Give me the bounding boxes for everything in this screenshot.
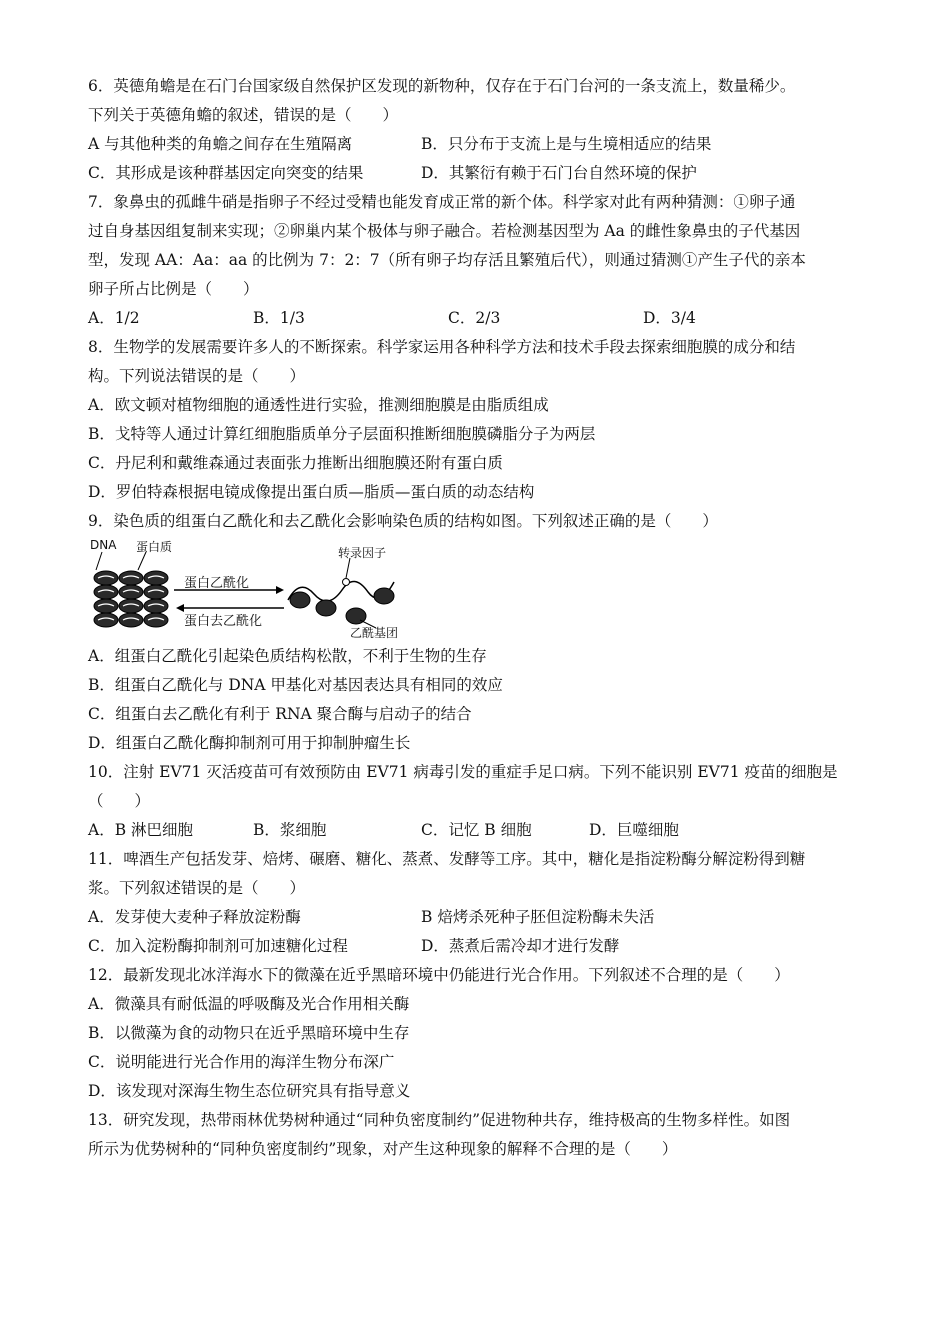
q7-option-d: D．3/4 [643, 309, 696, 327]
q10-option-b: B．浆细胞 [253, 821, 327, 839]
q6-option-d: D．其繁衍有赖于石门台自然环境的保护 [421, 164, 697, 182]
q10-options [88, 816, 868, 845]
deacetylation-arrowhead [176, 604, 184, 612]
label-acetylation: 蛋白乙酰化 [184, 576, 250, 591]
q11-option-b: B 焙烤杀死种子胚但淀粉酶未失活 [421, 908, 655, 926]
q11-option-c: C．加入淀粉酶抑制剂可加速糖化过程 [88, 937, 348, 955]
chromatin-figure [88, 538, 408, 640]
label-dna: DNA [90, 538, 117, 552]
q12-option-c: C．说明能进行光合作用的海洋生物分布深广 [88, 1053, 395, 1071]
q7-stem-line1: 7．象鼻虫的孤雌牛硝是指卵子不经过受精也能发育成正常的新个体。科学家对此有两种猜测：①卵子通 [88, 193, 796, 211]
q12-option-a: A．微藻具有耐低温的呼吸酶及光合作用相关酶 [88, 995, 410, 1013]
q8-stem-line1: 8．生物学的发展需要许多人的不断探索。科学家运用各种科学方法和技术手段去探索细胞膜的成分和结 [88, 338, 796, 356]
q12-option-d: D．该发现对深海生物生态位研究具有指导意义 [88, 1082, 411, 1100]
q11-option-d: D．蒸煮后需冷却才进行发酵 [421, 937, 620, 955]
q7-stem-line3: 型，发现 AA：Aa：aa 的比例为 7：2：7（所有卵子均存活且繁殖后代），则通过猜测①产生子代的亲本 [88, 251, 806, 269]
q9-option-d: D．组蛋白乙酰化酶抑制剂可用于抑制肿瘤生长 [88, 734, 411, 752]
q10-option-d: D．巨噬细胞 [589, 821, 679, 839]
q7-stem-line2: 过自身基因组复制来实现；②卵巢内某个极体与卵子融合。若检测基因型为 Aa 的雌性象鼻虫的子代基因 [88, 222, 801, 240]
q6-stem-line1: 6．英德角蟾是在石门台国家级自然保护区发现的新物种，仅存在于石门台河的一条支流上，数量稀少。 [88, 77, 796, 95]
q6-options-row2 [88, 159, 868, 188]
q8-option-c: C．丹尼利和戴维森通过表面张力推断出细胞膜还附有蛋白质 [88, 454, 503, 472]
loose-nucleosomes [290, 588, 394, 624]
q6-option-c: C．其形成是该种群基因定向突变的结果 [88, 164, 364, 182]
q8-stem-line2: 构。下列说法错误的是（ ） [88, 367, 306, 385]
label-acetyl-group: 乙酰基团 [350, 626, 399, 640]
q9-option-b: B．组蛋白乙酰化与 DNA 甲基化对基因表达具有相同的效应 [88, 676, 503, 694]
transcription-factor-dot [343, 579, 350, 586]
q11-stem-line2: 浆。下列叙述错误的是（ ） [88, 879, 306, 897]
q11-stem-line1: 11．啤酒生产包括发芽、焙烤、碾磨、糖化、蒸煮、发酵等工序。其中，糖化是指淀粉酶分解淀粉得到糖 [88, 850, 806, 868]
q7-option-c: C．2/3 [448, 309, 501, 327]
dna-pointer [96, 552, 102, 570]
q7-option-a: A．1/2 [88, 309, 140, 327]
q9-option-a: A．组蛋白乙酰化引起染色质结构松散，不利于生物的生存 [88, 647, 487, 665]
q8-option-a: A．欧文顿对植物细胞的通透性进行实验，推测细胞膜是由脂质组成 [88, 396, 549, 414]
q6-option-b: B．只分布于支流上是与生境相适应的结果 [421, 135, 712, 153]
q8-option-d: D．罗伯特森根据电镜成像提出蛋白质—脂质—蛋白质的动态结构 [88, 483, 535, 501]
q9-stem-line1: 9．染色质的组蛋白乙酰化和去乙酰化会影响染色质的结构如图。下列叙述正确的是（ ） [88, 512, 718, 530]
q6-option-a: A 与其他种类的角蟾之间存在生殖隔离 [88, 135, 353, 153]
q11-options-row2 [88, 932, 868, 961]
label-deacetylation: 蛋白去乙酰化 [184, 614, 263, 629]
q10-option-a: A．B 淋巴细胞 [88, 821, 194, 839]
q8-option-b: B．戈特等人通过计算红细胞脂质单分子层面积推断细胞膜磷脂分子为两层 [88, 425, 596, 443]
q7-options [88, 304, 868, 333]
tf-pointer [346, 558, 350, 578]
label-protein: 蛋白质 [136, 540, 173, 554]
q6-stem-line2: 下列关于英德角蟾的叙述，错误的是（ ） [88, 106, 399, 124]
q7-stem-line4: 卵子所占比例是（ ） [88, 280, 259, 298]
q9-option-c: C．组蛋白去乙酰化有利于 RNA 聚合酶与启动子的结合 [88, 705, 472, 723]
q11-option-a: A．发芽使大麦种子释放淀粉酶 [88, 908, 301, 926]
q13-stem-line1: 13．研究发现，热带雨林优势树种通过“同种负密度制约”促进物种共存，维持极高的生物多样性。如图 [88, 1111, 791, 1129]
q11-options-row1 [88, 903, 868, 932]
q10-stem-line1: 10．注射 EV71 灭活疫苗可有效预防由 EV71 病毒引发的重症手足口病。下列不能识别 EV71 疫苗的细胞是 [88, 763, 838, 781]
q12-option-b: B．以微藻为食的动物只在近乎黑暗环境中生存 [88, 1024, 410, 1042]
q10-stem-line2: （ ） [88, 792, 151, 810]
label-transcription-factor: 转录因子 [338, 546, 387, 560]
acetylation-arrowhead [276, 586, 284, 594]
exam-page [88, 72, 868, 1164]
q6-options-row1 [88, 130, 868, 159]
q7-option-b: B．1/3 [253, 309, 305, 327]
q13-stem-line2: 所示为优势树种的“同种负密度制约”现象，对产生这种现象的解释不合理的是（ ） [88, 1140, 678, 1158]
q12-stem-line1: 12．最新发现北冰洋海水下的微藻在近乎黑暗环境中仍能进行光合作用。下列叙述不合理的是（ ） [88, 966, 790, 984]
q10-option-c: C．记忆 B 细胞 [421, 821, 532, 839]
